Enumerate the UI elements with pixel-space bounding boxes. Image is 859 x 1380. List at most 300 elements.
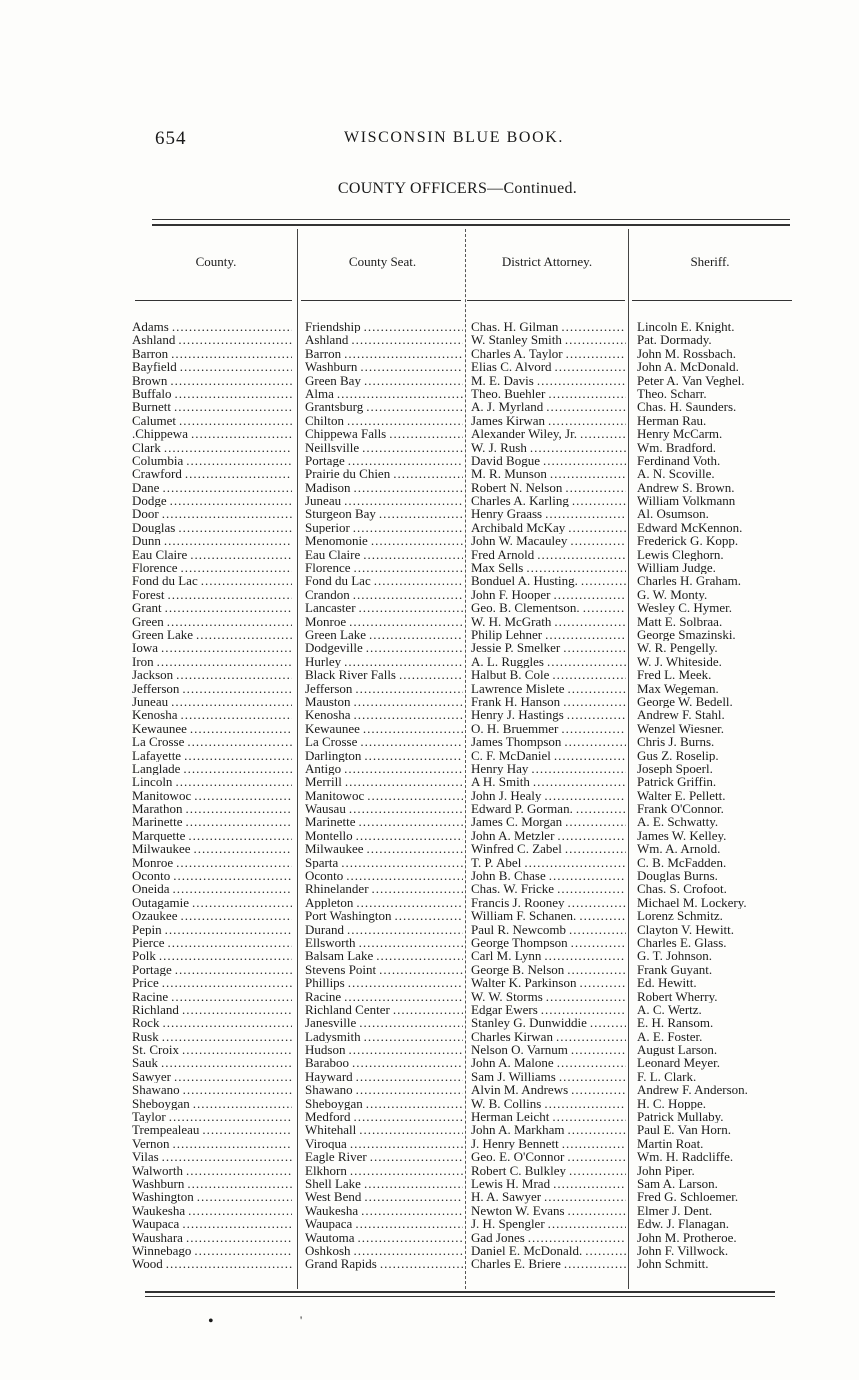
leader-dots	[546, 990, 626, 1003]
district-attorney-cell-text: Charles Kirwan	[471, 1029, 553, 1044]
leader-dots	[569, 923, 626, 936]
leader-dots	[751, 1083, 797, 1096]
leader-dots	[186, 802, 292, 815]
district-attorney-cell	[471, 320, 626, 333]
county-seat-cell-text: Oshkosh	[305, 1243, 351, 1258]
county-cell	[132, 856, 292, 869]
county-seat-cell	[305, 374, 463, 387]
sheriff-cell-text: Fred L. Meek.	[637, 668, 712, 682]
sheriff-cell	[637, 936, 797, 949]
district-attorney-cell	[471, 976, 626, 989]
county-cell-text: Waushara	[132, 1230, 183, 1244]
leader-dots	[348, 454, 463, 467]
county-cell-text: Dodge	[132, 494, 167, 508]
county-seat-cell-text: Shell Lake	[305, 1177, 361, 1191]
district-attorney-cell-text: John A. Malone	[471, 1056, 554, 1070]
district-attorney-cell-text: Herman Leicht	[471, 1110, 550, 1124]
leader-dots	[191, 427, 292, 440]
leader-dots	[192, 896, 292, 909]
district-attorney-cell	[471, 856, 626, 869]
county-cell	[132, 441, 292, 454]
county-seat-cell-text: Richland Center	[305, 1002, 390, 1017]
leader-dots	[353, 521, 463, 534]
county-cell	[132, 360, 292, 373]
county-seat-cell-text: Friendship	[305, 320, 361, 334]
district-attorney-cell	[471, 668, 626, 681]
leader-dots	[725, 655, 797, 668]
county-cell-text: Adams	[132, 320, 169, 334]
leader-dots	[571, 1043, 626, 1056]
leader-dots	[379, 963, 463, 976]
leader-dots	[728, 708, 797, 721]
leader-dots	[710, 387, 797, 400]
leader-dots	[344, 655, 463, 668]
leader-dots	[162, 1016, 292, 1029]
county-seat-cell	[305, 387, 463, 400]
county-cell-text: Lafayette	[132, 748, 182, 762]
district-attorney-cell-text: W. J. Rush	[471, 440, 527, 454]
leader-dots	[740, 1231, 797, 1244]
sheriff-cell	[637, 387, 797, 400]
county-cell	[132, 521, 292, 534]
county-seat-cell-text: Whitehall	[305, 1123, 357, 1137]
county-cell-text: Calumet	[132, 413, 177, 428]
county-cell	[132, 775, 292, 788]
county-seat-cell-text: Merrill	[305, 775, 342, 789]
leader-dots	[354, 481, 464, 494]
district-attorney-cell-text: Paul R. Newcomb	[471, 922, 566, 936]
leader-dots	[579, 976, 626, 989]
leader-dots	[553, 1177, 626, 1190]
sheriff-cell-text: W. R. Pengelly.	[637, 641, 718, 655]
header-district-attorney: District Attorney.	[501, 254, 593, 269]
county-cell-text: Waupaca	[132, 1217, 180, 1231]
sheriff-cell	[637, 441, 797, 454]
sheriff-cell	[637, 347, 797, 360]
header-rule	[467, 300, 625, 301]
county-seat-cell-text: Chippewa Falls	[305, 427, 387, 441]
county-seat-cell	[305, 441, 463, 454]
county-seat-cell	[305, 1110, 463, 1123]
county-cell	[132, 641, 292, 654]
sheriff-cell	[637, 454, 797, 467]
district-attorney-cell	[471, 695, 626, 708]
leader-dots	[567, 708, 626, 721]
sheriff-cell-text: G. T. Johnson.	[637, 949, 712, 963]
sheriff-cell	[637, 1231, 797, 1244]
sheriff-cell-text: W. J. Whiteside.	[637, 654, 722, 669]
county-cell-text: Green	[132, 614, 164, 628]
county-cell-text: Pepin	[132, 922, 162, 936]
county-cell-text: Portage	[132, 962, 172, 977]
county-seat-cell	[305, 548, 463, 561]
district-attorney-cell-text: Henry Hay	[471, 761, 529, 776]
sheriff-cell-text: Chas. S. Crofoot.	[637, 882, 727, 896]
leader-dots	[548, 414, 626, 427]
district-attorney-cell-text: Theo. Buehler	[471, 386, 546, 401]
leader-dots	[567, 1150, 626, 1163]
district-attorney-cell-text: J. Henry Bennett	[471, 1136, 559, 1151]
district-attorney-cell	[471, 963, 626, 976]
leader-dots	[186, 1164, 292, 1177]
district-attorney-cell	[471, 815, 626, 828]
leader-dots	[730, 882, 797, 895]
district-attorney-cell-text: James Thompson	[471, 735, 562, 749]
county-seat-cell	[305, 762, 463, 775]
county-seat-cell	[305, 588, 463, 601]
leader-dots	[739, 347, 797, 360]
leader-dots	[370, 1150, 463, 1163]
county-cell	[132, 695, 292, 708]
district-attorney-cell-text: Daniel E. McDonald.	[471, 1243, 583, 1258]
sheriff-cell	[637, 548, 797, 561]
sheriff-cell-text: Wm. Bradford.	[637, 440, 717, 454]
county-cell	[132, 1016, 292, 1029]
sheriff-cell-text: E. H. Ransom.	[637, 1016, 714, 1030]
sheriff-cell	[637, 1070, 797, 1083]
leader-dots	[344, 762, 463, 775]
county-seat-cell-text: Durand	[305, 922, 344, 936]
leader-dots	[180, 561, 292, 574]
county-seat-cell	[305, 1164, 463, 1177]
leader-dots	[360, 360, 463, 373]
sheriff-cell-text: Leonard Meyer.	[637, 1056, 721, 1070]
district-attorney-cell-text: Alexander Wiley, Jr.	[471, 427, 577, 441]
county-cell	[132, 909, 292, 922]
leader-dots	[716, 762, 797, 775]
county-seat-cell	[305, 695, 463, 708]
county-cell-text: Marathon	[132, 802, 183, 816]
column-divider	[628, 229, 629, 1289]
county-cell	[132, 749, 292, 762]
leader-dots	[727, 1110, 797, 1123]
county-cell-text: Polk	[132, 949, 156, 963]
leader-dots	[569, 1164, 626, 1177]
county-cell-text: Waukesha	[132, 1203, 186, 1218]
leader-dots	[363, 548, 463, 561]
county-seat-cell-text: Viroqua	[305, 1136, 347, 1151]
county-seat-cell	[305, 949, 463, 962]
district-attorney-cell	[471, 1150, 626, 1163]
district-attorney-cell-text: A. L. Ruggles	[471, 654, 544, 669]
leader-dots	[561, 320, 626, 333]
leader-dots	[568, 521, 626, 534]
sheriff-cell	[637, 601, 797, 614]
leader-dots	[564, 735, 626, 748]
county-seat-cell	[305, 1257, 463, 1270]
sheriff-cell-text: Al. Osumson.	[637, 507, 709, 521]
county-cell	[132, 1150, 292, 1163]
leader-dots	[547, 655, 626, 668]
leader-dots	[737, 923, 797, 936]
county-cell	[132, 829, 292, 842]
county-seat-cell-text: Wautoma	[305, 1230, 355, 1244]
county-seat-cell-text: Dodgeville	[305, 641, 363, 655]
county-cell	[132, 923, 292, 936]
sheriff-cell	[637, 668, 797, 681]
county-seat-cell	[305, 1016, 463, 1029]
leader-dots	[182, 1217, 292, 1230]
county-seat-cell-text: Antigo	[305, 761, 342, 776]
leader-dots	[347, 923, 463, 936]
county-cell	[132, 615, 292, 628]
county-seat-cell	[305, 896, 463, 909]
leader-dots	[723, 842, 797, 855]
district-attorney-cell-text: O. H. Bruemmer	[471, 721, 559, 736]
leader-dots	[734, 1123, 797, 1136]
header-sheriff: Sheriff.	[690, 254, 730, 269]
leader-dots	[567, 682, 626, 695]
county-cell	[132, 467, 292, 480]
leader-dots	[162, 1150, 292, 1163]
sheriff-cell-text: Henry McCarm.	[637, 427, 723, 441]
county-cell-text: Dunn	[132, 534, 161, 548]
district-attorney-cell-text: Chas. W. Fricke	[471, 882, 555, 896]
sheriff-cell	[637, 829, 797, 842]
leader-dots	[728, 789, 797, 802]
sheriff-cell	[637, 909, 797, 922]
county-seat-cell-text: Stevens Point	[305, 962, 377, 977]
sheriff-cell	[637, 1056, 797, 1069]
leader-dots	[201, 574, 292, 587]
leader-dots	[705, 1003, 797, 1016]
leader-dots	[354, 1244, 463, 1257]
sheriff-cell-text: Gus Z. Roselip.	[637, 748, 719, 762]
sheriff-cell	[637, 842, 797, 855]
district-attorney-cell	[471, 882, 626, 895]
district-attorney-cell-text: Henry Graass	[471, 507, 543, 521]
district-attorney-cell-text: A. J. Myrland	[471, 400, 544, 414]
county-seat-cell	[305, 347, 463, 360]
district-attorney-cell	[471, 427, 626, 440]
county-cell-text: Dane	[132, 480, 160, 495]
county-seat-cell-text: Waukesha	[305, 1203, 359, 1218]
page-number: 654	[155, 128, 187, 149]
sheriff-cell	[637, 333, 797, 346]
leader-dots	[545, 628, 626, 641]
leader-dots	[738, 481, 798, 494]
county-seat-cell-text: Montello	[305, 828, 353, 843]
district-attorney-cell-text: Charles A. Taylor	[471, 346, 563, 361]
leader-dots	[544, 789, 626, 802]
leader-dots	[170, 494, 292, 507]
district-attorney-cell	[471, 374, 626, 387]
leader-dots	[545, 507, 626, 520]
leader-dots	[364, 374, 463, 387]
leader-dots	[730, 936, 797, 949]
county-seat-cell	[305, 856, 463, 869]
county-seat-cell	[305, 414, 463, 427]
county-cell-text: Vernon	[132, 1136, 170, 1151]
leader-dots	[350, 1137, 463, 1150]
county-cell-text: Door	[132, 507, 159, 521]
district-attorney-cell	[471, 869, 626, 882]
leader-dots	[555, 360, 626, 373]
county-cell	[132, 682, 292, 695]
leader-dots	[363, 722, 463, 735]
sheriff-cell	[637, 1177, 797, 1190]
county-seat-cell-text: Monroe	[305, 614, 347, 628]
county-seat-cell-text: Waupaca	[305, 1217, 353, 1231]
district-attorney-cell-text: W. Stanley Smith	[471, 333, 562, 347]
county-seat-cell-text: Balsam Lake	[305, 949, 374, 963]
leader-dots	[563, 695, 626, 708]
county-seat-cell	[305, 909, 463, 922]
sheriff-cell	[637, 427, 797, 440]
county-cell	[132, 722, 292, 735]
sheriff-cell-text: John Piper.	[637, 1163, 695, 1177]
sheriff-cell-text: Herman Rau.	[637, 413, 707, 428]
district-attorney-cell	[471, 1231, 626, 1244]
district-attorney-cell-text: Lewis H. Mrad	[471, 1177, 551, 1191]
county-seat-cell-text: Ashland	[305, 333, 349, 347]
sheriff-cell-text: Clayton V. Hewitt.	[637, 922, 735, 936]
county-seat-cell-text: Fond du Lac	[305, 574, 371, 588]
sheriff-cell	[637, 588, 797, 601]
district-attorney-cell	[471, 628, 626, 641]
sheriff-cell	[637, 949, 797, 962]
county-seat-cell-text: Shawano	[305, 1083, 353, 1097]
county-cell-text: Jackson	[132, 668, 174, 682]
sheriff-cell-text: Peter A. Van Veghel.	[637, 373, 745, 387]
county-cell-text: Sheboygan	[132, 1096, 190, 1111]
leader-dots	[526, 561, 626, 574]
leader-dots	[354, 695, 464, 708]
leader-dots	[358, 1231, 464, 1244]
county-seat-cell-text: Medford	[305, 1110, 351, 1124]
leader-dots	[739, 628, 797, 641]
county-seat-cell-text: Oconto	[305, 869, 344, 883]
sheriff-cell	[637, 1217, 797, 1230]
county-seat-cell-text: Sturgeon Bay	[305, 507, 376, 521]
leader-dots	[393, 1003, 463, 1016]
county-seat-cell	[305, 976, 463, 989]
leader-dots	[347, 414, 463, 427]
sheriff-cell-text: Frank O'Connor.	[637, 802, 724, 816]
county-seat-cell	[305, 628, 463, 641]
top-rule-1	[152, 219, 790, 220]
leader-dots	[723, 454, 797, 467]
county-seat-cell	[305, 802, 463, 815]
header-rule	[632, 300, 792, 301]
county-seat-cell-text: Neillsville	[305, 440, 360, 454]
leader-dots	[566, 347, 626, 360]
district-attorney-cell	[471, 722, 626, 735]
district-attorney-cell-text: Elias C. Alvord	[471, 360, 552, 374]
sheriff-cell-text: Andrew S. Brown.	[637, 480, 735, 495]
district-attorney-cell	[471, 762, 626, 775]
county-cell	[132, 1231, 292, 1244]
district-attorney-cell	[471, 387, 626, 400]
district-attorney-cell-text: Henry J. Hastings	[471, 708, 564, 722]
leader-dots	[731, 1244, 797, 1257]
district-attorney-cell-text: Philip Lehner	[471, 627, 543, 642]
county-cell	[132, 414, 292, 427]
district-attorney-cell	[471, 534, 626, 547]
district-attorney-cell-text: Robert C. Bulkley	[471, 1163, 566, 1177]
leader-dots	[193, 1097, 292, 1110]
sheriff-cell	[637, 574, 797, 587]
sheriff-cell-text: Wesley C. Hymer.	[637, 601, 732, 615]
county-seat-cell-text: Grand Rapids	[305, 1257, 377, 1271]
leader-dots	[715, 963, 797, 976]
county-seat-cell	[305, 467, 463, 480]
county-seat-cell-text: Chilton	[305, 413, 345, 428]
column-county-seat	[305, 320, 463, 1271]
county-seat-cell	[305, 1070, 463, 1083]
sheriff-cell-text: Matt E. Solbraa.	[637, 614, 723, 628]
county-cell-text: Buffalo	[132, 386, 172, 401]
county-cell	[132, 561, 292, 574]
sheriff-cell-text: Chas. H. Saunders.	[637, 400, 737, 414]
county-cell-text: Manitowoc	[132, 788, 192, 803]
county-cell-text: Green Lake	[132, 627, 193, 642]
leader-dots	[712, 507, 797, 520]
district-attorney-cell-text: Charles A. Karling	[471, 494, 569, 508]
leader-dots	[742, 360, 797, 373]
county-cell	[132, 427, 292, 440]
sheriff-cell-text: H. C. Hoppe.	[637, 1096, 706, 1111]
leader-dots	[565, 842, 626, 855]
county-cell	[132, 990, 292, 1003]
county-cell	[132, 1164, 292, 1177]
county-seat-cell	[305, 1150, 463, 1163]
district-attorney-cell	[471, 454, 626, 467]
sheriff-cell-text: Lincoln E. Knight.	[637, 320, 735, 334]
county-seat-cell-text: Green Lake	[305, 627, 366, 642]
county-seat-cell-text: Crandon	[305, 587, 350, 602]
sheriff-cell-text: A. C. Wertz.	[637, 1002, 702, 1017]
leader-dots	[583, 601, 626, 614]
county-cell	[132, 668, 292, 681]
sheriff-cell-text: C. B. McFadden.	[637, 855, 727, 870]
district-attorney-cell	[471, 521, 626, 534]
leader-dots	[173, 1137, 292, 1150]
county-cell	[132, 1190, 292, 1203]
leader-dots	[349, 802, 463, 815]
leader-dots	[354, 1110, 464, 1123]
leader-dots	[715, 1204, 797, 1217]
leader-dots	[528, 1231, 626, 1244]
sheriff-cell	[637, 561, 797, 574]
county-cell	[132, 963, 292, 976]
leader-dots	[744, 574, 797, 587]
leader-dots	[721, 815, 797, 828]
leader-dots	[721, 1177, 797, 1190]
leader-dots	[353, 588, 463, 601]
county-cell	[132, 1204, 292, 1217]
leader-dots	[709, 1097, 797, 1110]
sheriff-cell	[637, 400, 797, 413]
leader-dots	[727, 548, 797, 561]
leader-dots	[399, 668, 463, 681]
sheriff-cell	[637, 655, 797, 668]
county-seat-cell-text: Racine	[305, 989, 342, 1003]
sheriff-cell-text: Frederick G. Kopp.	[637, 534, 739, 548]
county-cell-text: Grant	[132, 601, 162, 615]
district-attorney-cell	[471, 936, 626, 949]
county-seat-cell-text: Ladysmith	[305, 1029, 361, 1044]
sheriff-cell-text: Walter E. Pellett.	[637, 788, 726, 803]
sheriff-cell	[637, 815, 797, 828]
leader-dots	[568, 1204, 626, 1217]
leader-dots	[389, 427, 463, 440]
leader-dots	[557, 882, 626, 895]
sheriff-cell	[637, 976, 797, 989]
district-attorney-cell-text: C. F. McDaniel	[471, 748, 551, 762]
leader-dots	[750, 896, 797, 909]
leader-dots	[531, 762, 626, 775]
